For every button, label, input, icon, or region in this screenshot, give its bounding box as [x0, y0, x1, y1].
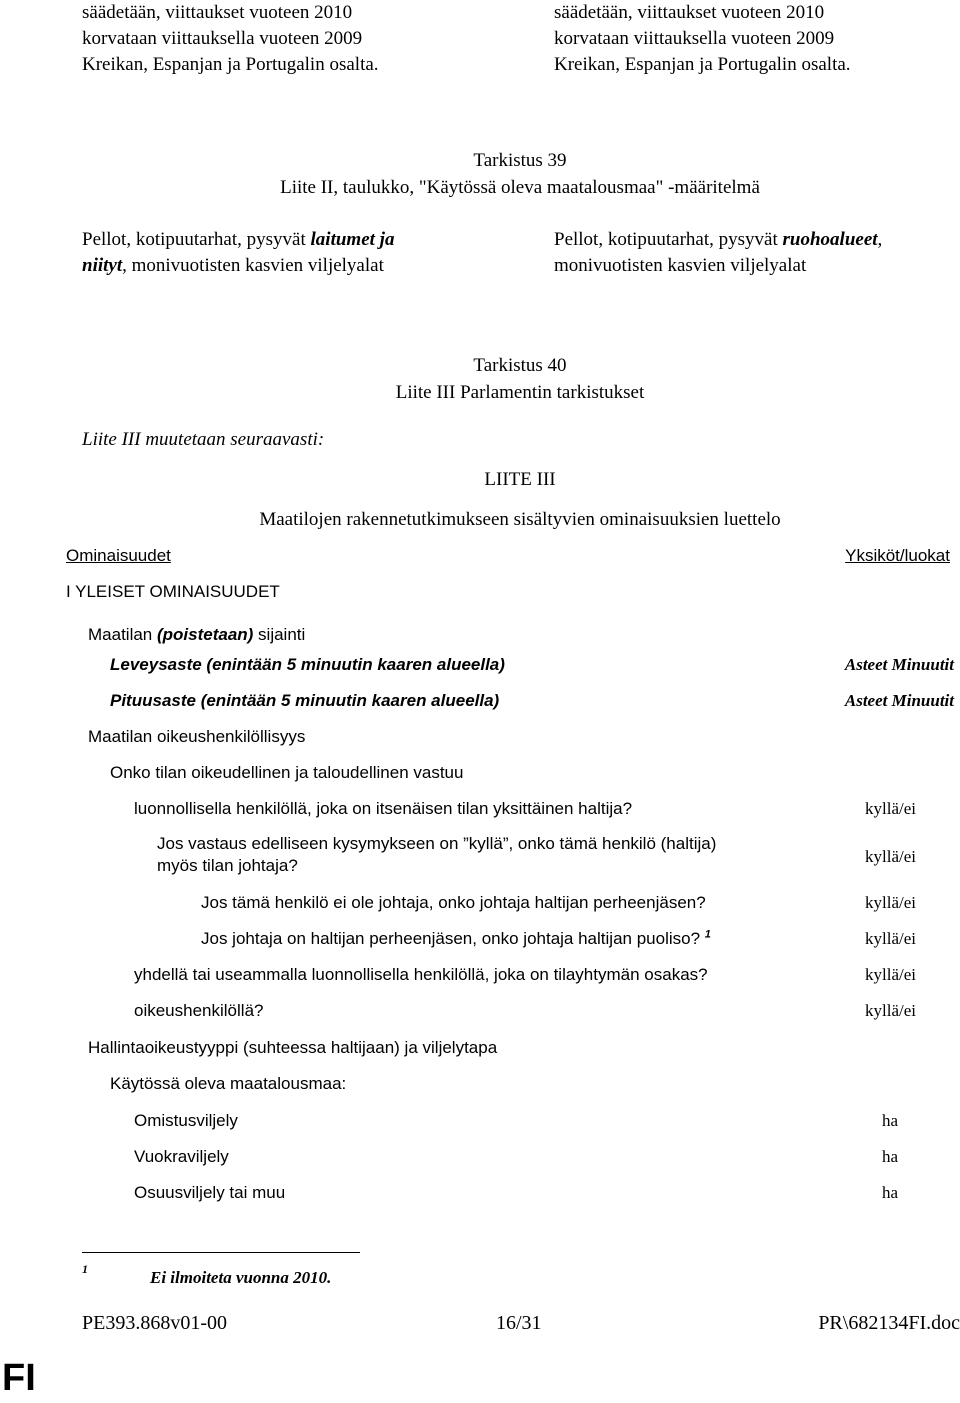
q4-text: Jos johtaja on haltijan perheenjäsen, onko johtaja haltijan puoliso?: [201, 929, 701, 948]
top-right-line: säädetään, viittaukset vuoteen 2010: [554, 2, 825, 23]
top-right-text: [554, 0, 851, 78]
share-farmed-unit: ha: [882, 1183, 899, 1202]
am39-left-text: Pellot, kotipuutarhat, pysyvät: [82, 229, 311, 250]
am39-right-text: Pellot, kotipuutarhat, pysyvät: [554, 229, 783, 250]
q1-label: luonnollisella henkilöllä, joka on itsenäisen tilan yksittäinen haltija?: [134, 799, 633, 818]
farm-location-a: Maatilan: [88, 625, 157, 644]
footnote-separator: [82, 1252, 360, 1253]
owner-farmed-label: Omistusviljely: [134, 1111, 238, 1130]
footer-reference: PE393.868v01-00: [82, 1312, 227, 1334]
am39-left-text-2: , monivuotisten kasvien viljelyalat: [122, 255, 384, 276]
amendment-40-title: Tarkistus 40: [473, 355, 567, 376]
footnote-text: Ei ilmoiteta vuonna 2010.: [150, 1268, 332, 1287]
footer-language: FI: [2, 1357, 36, 1399]
longitude-unit: Asteet Minuutit: [844, 691, 954, 710]
tenant-farmed-label: Vuokraviljely: [134, 1147, 229, 1166]
q5-unit: kyllä/ei: [865, 965, 916, 984]
q4-unit: kyllä/ei: [865, 929, 916, 948]
top-left-line: Kreikan, Espanjan ja Portugalin osalta.: [82, 54, 379, 75]
column-header-units: Yksiköt/luokat: [845, 546, 950, 565]
footnote-mark: 1: [82, 1262, 88, 1276]
q6-label: oikeushenkilöllä?: [134, 1001, 264, 1020]
q2-line2: myös tilan johtaja?: [157, 856, 298, 875]
amendment-39-left: [82, 227, 394, 279]
top-left-line: säädetään, viittaukset vuoteen 2010: [82, 2, 353, 23]
q3-unit: kyllä/ei: [865, 893, 916, 912]
top-right-line: korvataan viittauksella vuoteen 2009: [554, 28, 835, 49]
q5-label: yhdellä tai useammalla luonnollisella henkilöllä, joka on tilayhtymän osakas?: [134, 965, 708, 984]
amendment-39-subtitle: Liite II, taulukko, "Käytössä oleva maatalousmaa" -määritelmä: [280, 177, 760, 198]
farm-location-deleted: (poistetaan): [156, 625, 254, 644]
annex-subtitle: Maatilojen rakennetutkimukseen sisältyvien ominaisuuksien luettelo: [259, 509, 781, 530]
q3-label: Jos tämä henkilö ei ole johtaja, onko johtaja haltijan perheenjäsen?: [201, 893, 706, 912]
q4-label: [201, 927, 711, 951]
q2-unit: kyllä/ei: [865, 847, 916, 866]
am39-left-emphasis-2: niityt: [82, 255, 123, 276]
amendment-40-intro: Liite III muutetaan seuraavasti:: [82, 429, 325, 450]
farm-location-b: sijainti: [253, 625, 306, 644]
farm-location: [88, 623, 305, 647]
tenure-label: Hallintaoikeustyyppi (suhteessa haltijaan) ja viljelytapa: [88, 1038, 498, 1057]
q2-line1: Jos vastaus edelliseen kysymykseen on ”kyllä”, onko tämä henkilö (haltija): [157, 834, 717, 853]
q1-unit: kyllä/ei: [865, 799, 916, 818]
longitude-label: Pituusaste (enintään 5 minuutin kaaren alueella): [110, 691, 500, 710]
latitude-unit: Asteet Minuutit: [844, 655, 954, 674]
am39-right-comma: ,: [877, 229, 883, 250]
legal-personality: Maatilan oikeushenkilöllisyys: [88, 727, 306, 746]
amendment-39-title: Tarkistus 39: [473, 150, 567, 171]
latitude-label: Leveysaste (enintään 5 minuutin kaaren alueella): [110, 655, 505, 674]
amendment-39-right: [554, 227, 882, 279]
footnote-ref: 1: [704, 928, 711, 941]
share-farmed-label: Osuusviljely tai muu: [134, 1183, 286, 1202]
top-left-text: [82, 0, 379, 78]
am39-right-emphasis: ruohoalueet: [782, 229, 878, 250]
section-title: I YLEISET OMINAISUUDET: [66, 582, 280, 601]
footer-page-number: 16/31: [496, 1312, 542, 1334]
q2-label: [157, 833, 716, 877]
liability-question: Onko tilan oikeudellinen ja taloudellinen vastuu: [110, 763, 464, 782]
amendment-40-subtitle: Liite III Parlamentin tarkistukset: [395, 382, 645, 403]
am39-left-emphasis: laitumet ja: [310, 229, 395, 250]
am39-right-text-2: monivuotisten kasvien viljelyalat: [554, 255, 807, 276]
annex-title: LIITE III: [484, 469, 556, 490]
column-header-characteristics: Ominaisuudet: [66, 546, 171, 565]
q6-unit: kyllä/ei: [865, 1001, 916, 1020]
top-right-line: Kreikan, Espanjan ja Portugalin osalta.: [554, 54, 851, 75]
footer-document: PR\682134FI.doc: [818, 1312, 960, 1334]
uaa-label: Käytössä oleva maatalousmaa:: [110, 1074, 347, 1093]
tenant-farmed-unit: ha: [882, 1147, 899, 1166]
owner-farmed-unit: ha: [882, 1111, 899, 1130]
top-left-line: korvataan viittauksella vuoteen 2009: [82, 28, 363, 49]
